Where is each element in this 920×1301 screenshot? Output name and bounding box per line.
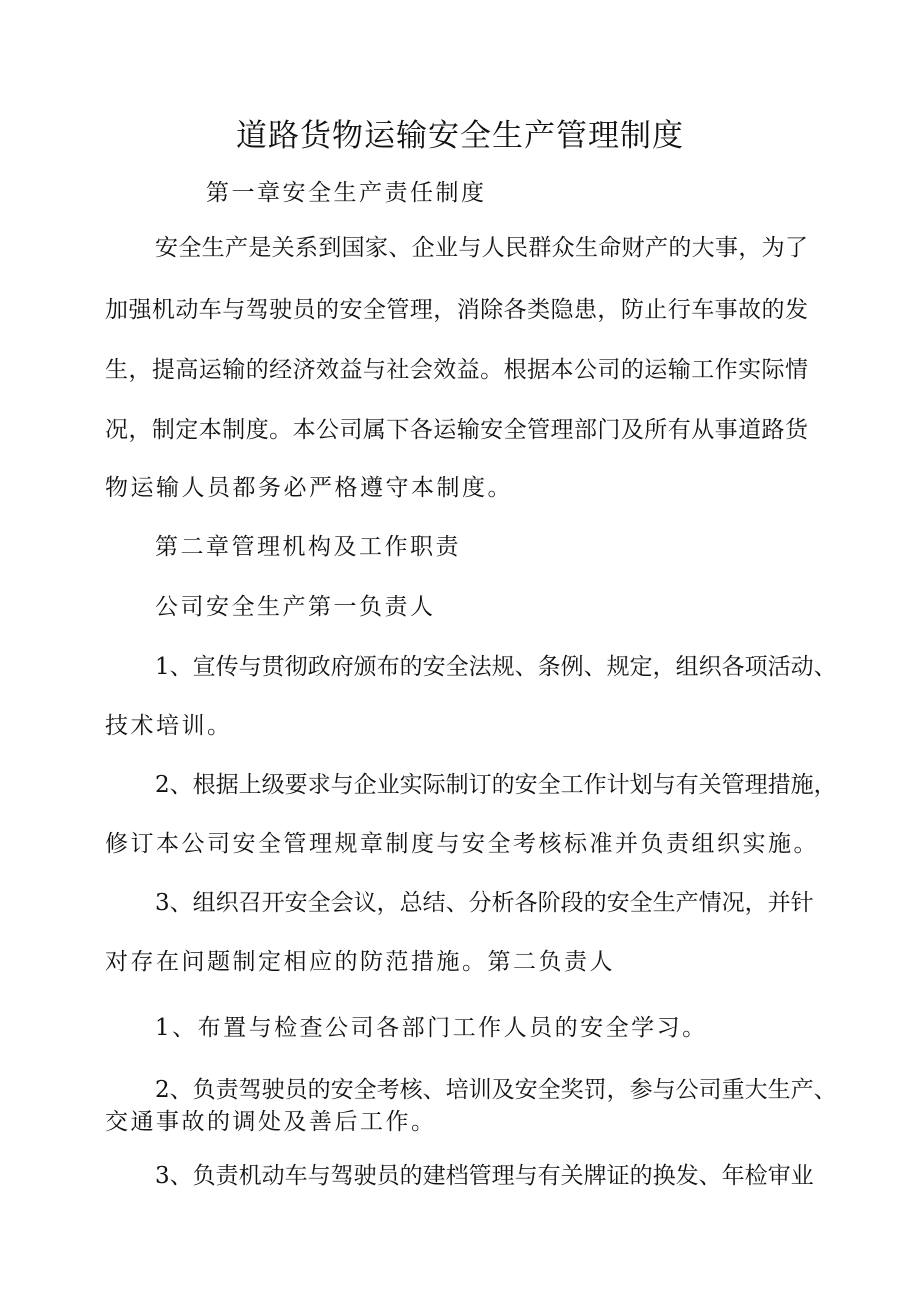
first-responsible-heading: 公司安全生产第一负责人	[155, 594, 436, 620]
chapter-2-heading: 第二章管理机构及工作职责	[155, 534, 461, 560]
paragraph-line: 物运输人员都务必严格遵守本制度。	[105, 475, 513, 501]
list-item-line: 2、根据上级要求与企业实际制订的安全工作计划与有关管理措施，	[155, 772, 837, 798]
list-item-line: 1、宣传与贯彻政府颁布的安全法规、条例、规定，组织各项活动、	[155, 654, 837, 680]
list-item-line: 2、负责驾驶员的安全考核、培训及安全奖罚，参与公司重大生产、	[155, 1077, 837, 1103]
document-title: 道路货物运输安全生产管理制度	[236, 118, 684, 154]
paragraph-line: 加强机动车与驾驶员的安全管理，消除各类隐患，防止行车事故的发	[105, 297, 808, 323]
list-item-line: 对存在问题制定相应的防范措施。第二负责人	[105, 949, 615, 975]
list-item-line: 3、组织召开安全会议，总结、分析各阶段的安全生产情况，并针	[155, 890, 814, 916]
paragraph-line: 况，制定本制度。本公司属下各运输安全管理部门及所有从事道路货	[105, 417, 808, 443]
list-item-line: 交通事故的调处及善后工作。	[105, 1109, 437, 1135]
list-item-line: 1、布置与检查公司各部门工作人员的安全学习。	[155, 1015, 708, 1041]
paragraph-line: 生，提高运输的经济效益与社会效益。根据本公司的运输工作实际情	[105, 357, 808, 383]
paragraph-line: 安全生产是关系到国家、企业与人民群众生命财产的大事，为了	[155, 235, 808, 261]
list-item-line: 技术培训。	[105, 713, 233, 739]
chapter-1-heading: 第一章安全生产责任制度	[206, 180, 487, 206]
list-item-line: 修订本公司安全管理规章制度与安全考核标准并负责组织实施。	[105, 831, 819, 857]
list-item-line: 3、负责机动车与驾驶员的建档管理与有关牌证的换发、年检审业	[155, 1163, 814, 1189]
